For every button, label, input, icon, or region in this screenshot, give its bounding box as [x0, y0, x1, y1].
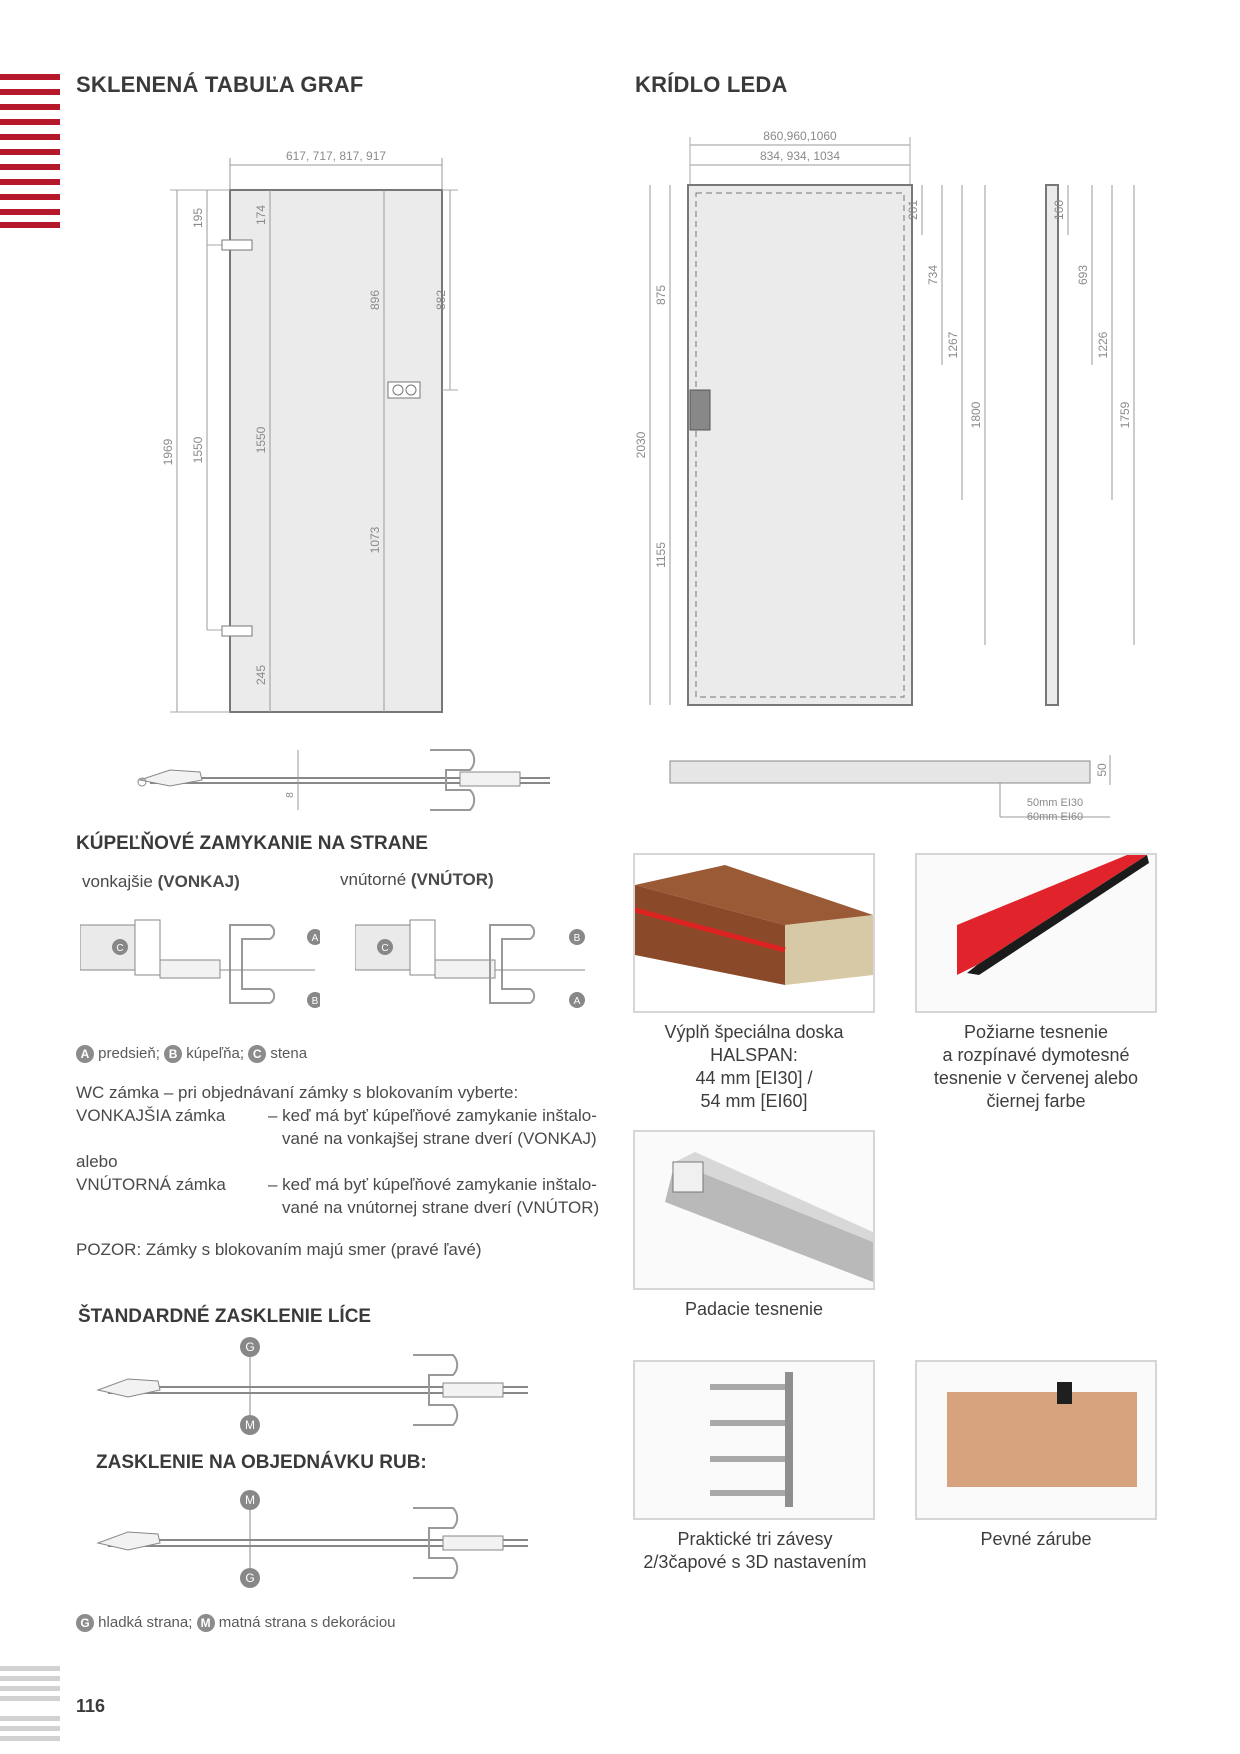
caption-drop-l1: Padacie tesnenie: [684, 1299, 824, 1319]
photo-frame: [915, 1360, 1157, 1520]
warning-text: POZOR: Zámky s blokovaním majú smer (pravé ľavé): [76, 1240, 482, 1259]
glazing-std-title: ŠTANDARDNÉ ZASKLENIE LÍCE: [78, 1306, 372, 1327]
legend-m: matná strana s dekoráciou: [218, 1614, 396, 1631]
dim-glass: 8: [285, 792, 296, 798]
rub-badge-g: G: [245, 1571, 255, 1585]
outer-label: [82, 870, 240, 893]
legend-g: hladká strana;: [98, 1614, 193, 1631]
dim-ei60: 60mm EI60: [1026, 811, 1084, 823]
opt1-text1: – keď má byť kúpeľňové zamykanie inštalo-: [268, 1106, 597, 1125]
leda-door-drawing: [630, 125, 1150, 745]
badge-c-outer: C: [116, 943, 124, 954]
page-number: 116: [76, 1696, 106, 1716]
dim-195: 195: [191, 207, 205, 229]
outer-bold: (VONKAJ): [157, 872, 240, 891]
photo-drop-seal: [633, 1130, 875, 1290]
legend-c: stena: [270, 1045, 308, 1062]
glazing-std-drawing: [88, 1335, 538, 1435]
dim-1759: 1759: [1118, 401, 1132, 429]
legend-badge-g: G: [76, 1614, 94, 1632]
or-text: alebo: [76, 1152, 118, 1171]
legend-a: predsieň;: [98, 1045, 160, 1062]
dim-ei30: 50mm EI30: [1026, 797, 1084, 809]
dim-outer: 860,960,1060: [763, 129, 837, 143]
photo-hinges: [633, 1360, 875, 1520]
dim-1550b: 1550: [254, 426, 268, 454]
dim-1226: 1226: [1096, 331, 1110, 359]
badge-a-outer: A: [311, 933, 319, 944]
caption-halspan: [633, 1021, 875, 1113]
badge-a-inner: A: [573, 996, 581, 1007]
inner-bold: (VNÚTOR): [410, 870, 494, 889]
badge-c-inner: C: [381, 943, 389, 954]
caption-fire-l3: tesnenie v červenej alebo: [933, 1068, 1139, 1088]
glass-door-drawing: [150, 140, 510, 720]
left-section-title: SKLENENÁ TABUĽA GRAF: [76, 72, 364, 97]
glazing-legend: [76, 1614, 396, 1632]
caption-drop-seal: [633, 1298, 875, 1321]
wc-intro: WC zámka – pri objednávaní zámky s blokovaním vyberte:: [76, 1083, 519, 1102]
dim-734: 734: [926, 264, 940, 286]
std-badge-m: M: [245, 1418, 255, 1432]
caption-hinges-l1: Praktické tri závesy: [677, 1529, 833, 1549]
glazing-rub-title: ZASKLENIE NA OBJEDNÁVKU RUB:: [96, 1452, 427, 1473]
caption-halspan-l4: 54 mm [EI60]: [700, 1091, 808, 1111]
std-badge-g: G: [245, 1340, 255, 1354]
dim-174: 174: [254, 204, 268, 226]
dim-1073: 1073: [368, 526, 382, 554]
caption-frame-l1: Pevné zárube: [980, 1529, 1092, 1549]
bath-title: KÚPEĽŇOVÉ ZAMYKANIE NA STRANE: [76, 833, 428, 854]
outer-prefix: vonkajšie: [82, 872, 158, 891]
opt1-label: VONKAJŠIA zámka: [76, 1106, 226, 1125]
opt1-text2: vané na vonkajšej strane dverí (VONKAJ): [282, 1129, 597, 1148]
photo-halspan-board: [633, 853, 875, 1013]
opt2-label: VNÚTORNÁ zámka: [76, 1175, 226, 1194]
dim-50: 50: [1095, 763, 1109, 777]
opt2-text1: – keď má byť kúpeľňové zamykanie inštalo-: [268, 1175, 597, 1194]
dim-875: 875: [654, 284, 668, 306]
right-section-title: KRÍDLO LEDA: [635, 72, 788, 97]
leda-section-drawing: [660, 745, 1140, 835]
dim-693: 693: [1076, 264, 1090, 286]
legend-badge-b: B: [164, 1045, 182, 1063]
dim-160: 160: [1052, 199, 1066, 221]
dim-245: 245: [254, 664, 268, 686]
caption-fire-l1: Požiarne tesnenie: [963, 1022, 1109, 1042]
caption-halspan-l2: HALSPAN:: [710, 1045, 798, 1065]
caption-hinges-l2: 2/3čapové s 3D nastavením: [643, 1552, 867, 1572]
caption-frame: [915, 1528, 1157, 1551]
inner-prefix: vnútorné: [340, 870, 411, 889]
legend-badge-a: A: [76, 1045, 94, 1063]
legend-badge-m: M: [197, 1614, 215, 1632]
dim-1969: 1969: [161, 438, 175, 466]
photo-fire-seal: [915, 853, 1157, 1013]
dim-width: 617, 717, 817, 917: [285, 149, 387, 163]
lock-legend: [76, 1045, 307, 1063]
dim-896: 896: [368, 289, 382, 311]
dim-201: 201: [906, 199, 920, 221]
caption-fire-l2: a rozpínavé dymotesné: [942, 1045, 1130, 1065]
caption-fire-seal: [915, 1021, 1157, 1113]
legend-b: kúpeľňa;: [186, 1045, 244, 1062]
caption-halspan-l1: Výplň špeciálna doska: [664, 1022, 844, 1042]
caption-halspan-l3: 44 mm [EI30] /: [695, 1068, 813, 1088]
dim-1155: 1155: [654, 542, 668, 568]
dim-1800: 1800: [969, 401, 983, 429]
caption-fire-l4: čiernej farbe: [986, 1091, 1086, 1111]
rub-badge-m: M: [245, 1493, 255, 1507]
dim-1267: 1267: [946, 331, 960, 359]
glass-section-drawing: [130, 740, 550, 820]
dim-882: 882: [434, 289, 448, 311]
lock-inner-drawing: [355, 915, 595, 1015]
dim-1550a: 1550: [191, 436, 205, 464]
lock-outer-drawing: [80, 915, 320, 1015]
opt2-text2: vané na vnútornej strane dverí (VNÚTOR): [282, 1198, 600, 1217]
dim-inner: 834, 934, 1034: [759, 149, 841, 163]
badge-b-outer: B: [311, 996, 319, 1007]
badge-b-inner: B: [573, 933, 581, 944]
glazing-rub-drawing: [88, 1488, 538, 1588]
legend-badge-c: C: [248, 1045, 266, 1063]
inner-label: [340, 868, 494, 891]
dim-2030: 2030: [634, 431, 648, 459]
caption-hinges: [620, 1528, 890, 1574]
